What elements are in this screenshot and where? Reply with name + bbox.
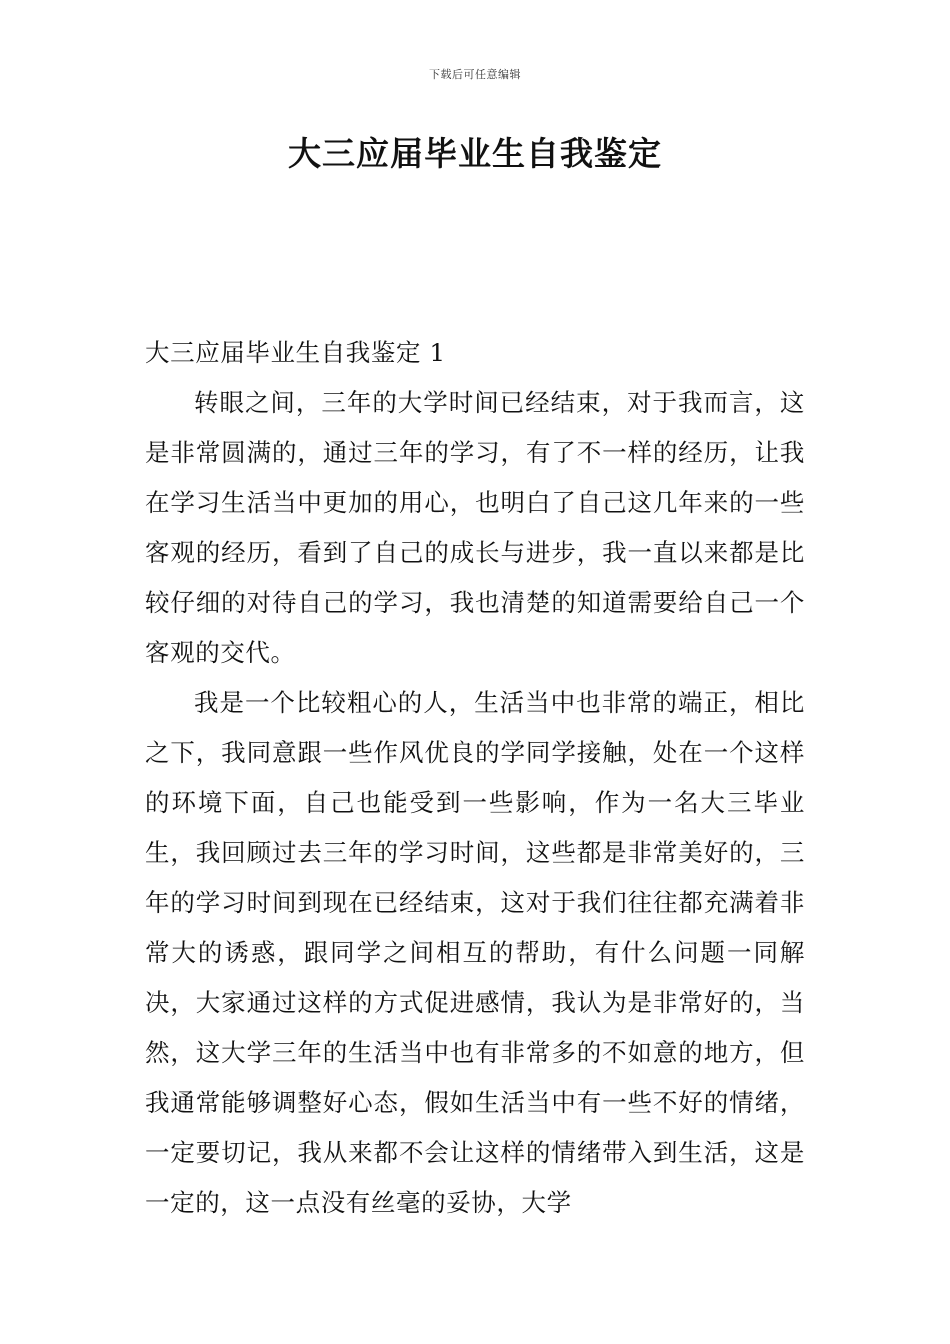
header-note: 下载后可任意编辑 xyxy=(429,68,521,81)
paragraph-1: 转眼之间，三年的大学时间已经结束，对于我而言，这是非常圆满的，通过三年的学习，有了不一样的经历，让我在学习生活当中更加的用心，也明白了自己这几年来的一些客观的经历，看到了自己的成长与进步，我一直以来都是比较仔细的对待自己的学习，我也清楚的知道需要给自己一个客观的交代。 xyxy=(145,388,805,667)
document-title: 大三应届毕业生自我鉴定 xyxy=(288,134,662,173)
paragraph-2: 我是一个比较粗心的人，生活当中也非常的端正，相比之下，我同意跟一些作风优良的学同学接触，处在一个这样的环境下面，自己也能受到一些影响，作为一名大三毕业生，我回顾过去三年的学习时间，这些都是非常美好的，三年的学习时间到现在已经结束，这对于我们往往都充满着非常大的诱惑，跟同学之间相互的帮助，有什么问题一同解决，大家通过这样的方式促进感情，我认为是非常好的，当然，这大学三年的生活当中也有非常多的不如意的地方，但我通常能够调整好心态，假如生活当中有一些不好的情绪，一定要切记，我从来都不会让这样的情绪带入到生活，这是一定的，这一点没有丝毫的妥协，大学 xyxy=(145,688,805,1217)
section-heading: 大三应届毕业生自我鉴定 1 xyxy=(145,338,446,367)
document-body xyxy=(145,328,805,1228)
